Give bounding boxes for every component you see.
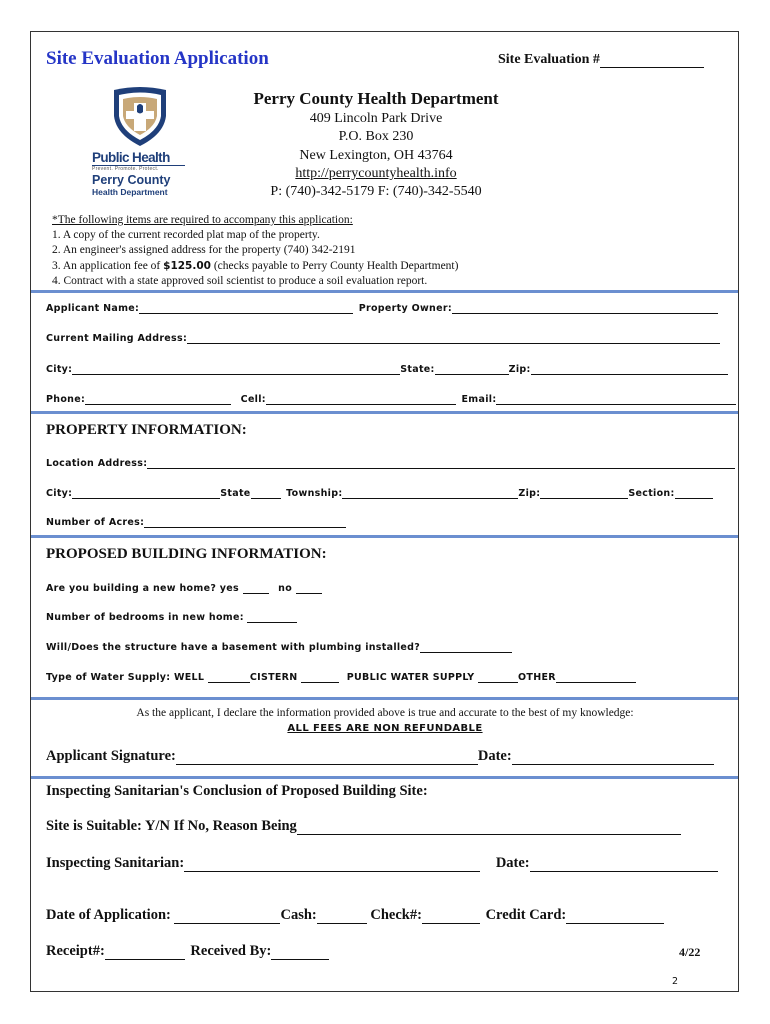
department-city: New Lexington, OH 43764 <box>299 147 453 163</box>
section-divider <box>31 697 738 700</box>
signature-field[interactable] <box>176 764 478 765</box>
phone-field[interactable] <box>85 404 231 405</box>
applicant-name-row: Applicant Name: Property Owner: <box>46 303 718 314</box>
signature-row: Applicant Signature: Date: <box>46 748 714 765</box>
receipt-row: Receipt#: Received By: <box>46 943 329 960</box>
non-refundable-notice: ALL FEES ARE NON REFUNDABLE <box>287 723 483 734</box>
applicant-city-row: City: State: Zip: <box>46 364 728 375</box>
property-owner-field[interactable] <box>452 313 718 314</box>
declaration <box>95 706 675 736</box>
declaration-text: As the applicant, I declare the information provided above is true and accurate to the best of my knowledge: <box>136 707 634 719</box>
section-field[interactable] <box>675 498 713 499</box>
sanitarian-conclusion-heading: Inspecting Sanitarian's Conclusion of Proposed Building Site: <box>46 783 428 799</box>
health-department-logo <box>92 86 188 197</box>
well-field[interactable] <box>208 682 250 683</box>
logo-health-department: Health Department <box>92 187 168 197</box>
logo-tagline: Prevent. Promote. Protect. <box>92 165 185 173</box>
cell-field[interactable] <box>266 404 456 405</box>
shield-cross-icon <box>92 86 188 148</box>
requirements-heading: *The following items are required to accompany this application: <box>52 214 353 226</box>
cash-field[interactable] <box>317 923 367 924</box>
mailing-address-field[interactable] <box>187 343 720 344</box>
receipt-number-field[interactable] <box>105 959 185 960</box>
water-supply-row: Type of Water Supply: WELL CISTERN PUBLIC WATER SUPPLY OTHER <box>46 672 636 683</box>
application-date-field[interactable] <box>174 923 280 924</box>
building-info-heading: PROPOSED BUILDING INFORMATION: <box>46 546 327 562</box>
requirement-item: 1. A copy of the current recorded plat map of the property. <box>52 229 320 242</box>
sanitarian-date-field[interactable] <box>530 871 718 872</box>
credit-card-field[interactable] <box>566 923 664 924</box>
applicant-city-field[interactable] <box>72 374 400 375</box>
signature-date-field[interactable] <box>512 764 714 765</box>
cistern-field[interactable] <box>301 682 339 683</box>
applicant-zip-field[interactable] <box>531 374 728 375</box>
department-street: 409 Lincoln Park Drive <box>309 111 443 126</box>
acres-row: Number of Acres: <box>46 517 346 528</box>
acres-field[interactable] <box>144 527 346 528</box>
property-state-field[interactable] <box>251 498 281 499</box>
bedrooms-field[interactable] <box>247 622 297 623</box>
section-divider <box>31 776 738 779</box>
site-suitable-row: Site is Suitable: Y/N If No, Reason Being <box>46 818 681 835</box>
other-water-field[interactable] <box>556 682 636 683</box>
department-phone-fax: P: (740)-342-5179 F: (740)-342-5540 <box>270 184 482 200</box>
page-number: 2 <box>672 976 679 987</box>
received-by-field[interactable] <box>271 959 329 960</box>
logo-public-health: Public Health <box>92 150 170 165</box>
section-divider <box>31 290 738 293</box>
location-address-field[interactable] <box>147 468 735 469</box>
site-evaluation-number: Site Evaluation # <box>498 52 704 68</box>
sanitarian-row: Inspecting Sanitarian: Date: <box>46 855 718 872</box>
property-city-row: City: State Township: Zip: Section: <box>46 488 713 499</box>
section-divider <box>31 411 738 414</box>
application-fee: $125.00 <box>163 259 211 272</box>
requirements-list <box>52 213 458 289</box>
basement-field[interactable] <box>420 652 512 653</box>
logo-perry-county: Perry County <box>92 173 171 187</box>
applicant-phone-row: Phone: Cell: Email: <box>46 394 736 405</box>
property-info-heading: PROPERTY INFORMATION: <box>46 422 247 438</box>
sanitarian-field[interactable] <box>184 871 480 872</box>
payment-row: Date of Application: Cash: Check#: Credit Card: <box>46 907 664 924</box>
department-name: Perry County Health Department <box>253 89 499 108</box>
applicant-name-field[interactable] <box>139 313 353 314</box>
location-address-row: Location Address: <box>46 458 735 469</box>
department-po-box: P.O. Box 230 <box>338 129 414 145</box>
department-website-link[interactable]: http://perrycountyhealth.info <box>295 165 457 181</box>
requirement-item: 2. An engineer's assigned address for the property (740) 342-2191 <box>52 244 356 257</box>
public-water-field[interactable] <box>478 682 518 683</box>
applicant-state-field[interactable] <box>435 374 509 375</box>
form-title: Site Evaluation Application <box>46 48 269 69</box>
section-divider <box>31 535 738 538</box>
revision-date: 4/22 <box>679 945 701 959</box>
requirement-item: 4. Contract with a state approved soil scientist to produce a soil evaluation report. <box>52 274 428 287</box>
new-home-yes-field[interactable] <box>243 593 269 594</box>
check-number-field[interactable] <box>422 923 480 924</box>
property-city-field[interactable] <box>72 498 220 499</box>
department-address <box>240 88 512 201</box>
requirement-item: 3. An application fee of $125.00 (checks payable to Perry County Health Department) <box>52 259 459 272</box>
township-field[interactable] <box>342 498 518 499</box>
mailing-address-row: Current Mailing Address: <box>46 333 720 344</box>
email-field[interactable] <box>496 404 736 405</box>
site-evaluation-number-field[interactable] <box>600 67 704 68</box>
bedrooms-row: Number of bedrooms in new home: <box>46 612 297 623</box>
new-home-no-field[interactable] <box>296 593 322 594</box>
reason-field[interactable] <box>297 834 681 835</box>
property-zip-field[interactable] <box>540 498 628 499</box>
new-home-row: Are you building a new home? yes no <box>46 583 322 594</box>
basement-row: Will/Does the structure have a basement with plumbing installed? <box>46 642 512 653</box>
